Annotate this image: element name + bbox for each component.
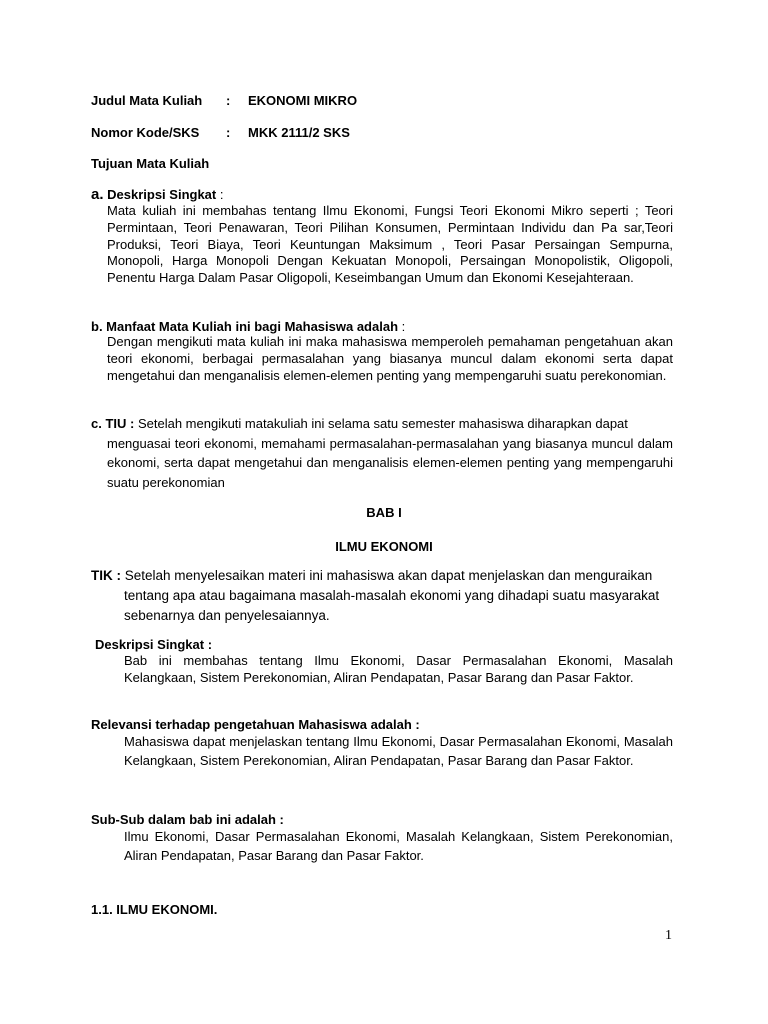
section-c-title: c. TIU : xyxy=(91,416,135,431)
course-label: Judul Mata Kuliah xyxy=(91,93,203,108)
section-a xyxy=(91,186,673,287)
page-number: 1 xyxy=(665,928,672,943)
colon: : xyxy=(226,125,231,140)
tik-first-line: Setelah menyelesaikan materi ini mahasiswa akan dapat menjelaskan dan menguraikan xyxy=(124,568,653,583)
section-1-1-heading xyxy=(91,902,673,917)
subsub-body: Ilmu Ekonomi, Dasar Permasalahan Ekonomi, Masalah Kelangkaan, Sistem Perekonomian, Aliran Pendapatan, Pasar Barang dan Pasar Faktor. xyxy=(124,829,673,863)
tik-label: TIK : xyxy=(91,568,121,583)
course-value: EKONOMI MIKRO xyxy=(248,93,358,108)
course-code-row xyxy=(91,125,350,140)
code-value: MKK 2111/2 SKS xyxy=(248,125,350,140)
section-a-marker: a. xyxy=(91,186,104,203)
relevansi-section xyxy=(91,717,673,770)
section-a-colon: : xyxy=(216,187,224,202)
relevansi-body: Mahasiswa dapat menjelaskan tentang Ilmu Ekonomi, Dasar Permasalahan Ekonomi, Masalah Kelangkaan, Sistem Perekonomian, Aliran Pendapatan, Pasar Barang dan Pasar Faktor. xyxy=(124,734,673,768)
tik-section xyxy=(91,566,673,626)
section-b-colon: : xyxy=(398,319,406,334)
relevansi-title: Relevansi terhadap pengetahuan Mahasiswa adalah : xyxy=(91,717,420,732)
subsub-title: Sub-Sub dalam bab ini adalah : xyxy=(91,812,284,827)
deskripsi-title: Deskripsi Singkat : xyxy=(95,637,213,652)
section-b xyxy=(91,319,673,384)
section-c xyxy=(91,414,673,492)
section-b-heading xyxy=(91,319,673,334)
section-c-first-line: Setelah mengikuti matakuliah ini selama satu semester mahasiswa diharapkan dapat xyxy=(137,416,628,431)
chapter-title: ILMU EKONOMI xyxy=(335,539,433,554)
section-c-body: menguasai teori ekonomi, memahami permasalahan-permasalahan yang biasanya muncul dalam ekonomi, serta dapat mengetahui dan menganalisis elemen-elemen penting yang mempengaruhi suatu perekonomian xyxy=(107,435,673,490)
section-a-body: Mata kuliah ini membahas tentang Ilmu Ekonomi, Fungsi Teori Ekonomi Mikro seperti ; Teori Permintaan, Teori Penawaran, Teori Pilihan Konsumen, Permintaan Individu dan Pa sar,Teori Produksi, Teori Biaya, Teori Keuntungan Maksimum , Teori Pasar Persaingan Sempurna, Monopoli, Harga Monopoli Dengan Kekuatan Monopoli, Persaingan Monopolistik, Oligopoli, Penentu Harga Dalam Pasar Oligopoli, Keseimbangan Umum dan Ekonomi Kesejahteraan. xyxy=(107,203,673,286)
subsub-section xyxy=(91,812,673,865)
course-title-row xyxy=(91,93,357,108)
section-b-title: b. Manfaat Mata Kuliah ini bagi Mahasiswa adalah xyxy=(91,319,399,334)
deskripsi-section xyxy=(91,637,673,686)
colon: : xyxy=(226,93,231,108)
code-label: Nomor Kode/SKS xyxy=(91,125,200,140)
tik-body: tentang apa atau bagaimana masalah-masalah ekonomi yang dihadapi suatu masyarakat sebenarnya dan penyelesaiannya. xyxy=(124,588,660,623)
deskripsi-body: Bab ini membahas tentang Ilmu Ekonomi, Dasar Permasalahan Ekonomi, Masalah Kelangkaan, Sistem Perekonomian, Aliran Pendapatan, Pasar Barang dan Pasar Faktor. xyxy=(124,653,673,685)
section-a-title: Deskripsi Singkat xyxy=(107,187,217,202)
chapter-number: BAB I xyxy=(366,505,402,520)
objective-title: Tujuan Mata Kuliah xyxy=(91,156,210,171)
section-1-1-title: 1.1. ILMU EKONOMI. xyxy=(91,902,218,917)
section-a-heading xyxy=(91,186,673,203)
section-b-body: Dengan mengikuti mata kuliah ini maka mahasiswa memperoleh pemahaman pengetahuan akan teori ekonomi, berbagai permasalahan yang biasanya muncul dalam ekonomi serta dapat mengetahui dan menganalisis elemen-elemen penting yang mempengaruhi suatu perekonomian. xyxy=(107,334,673,383)
